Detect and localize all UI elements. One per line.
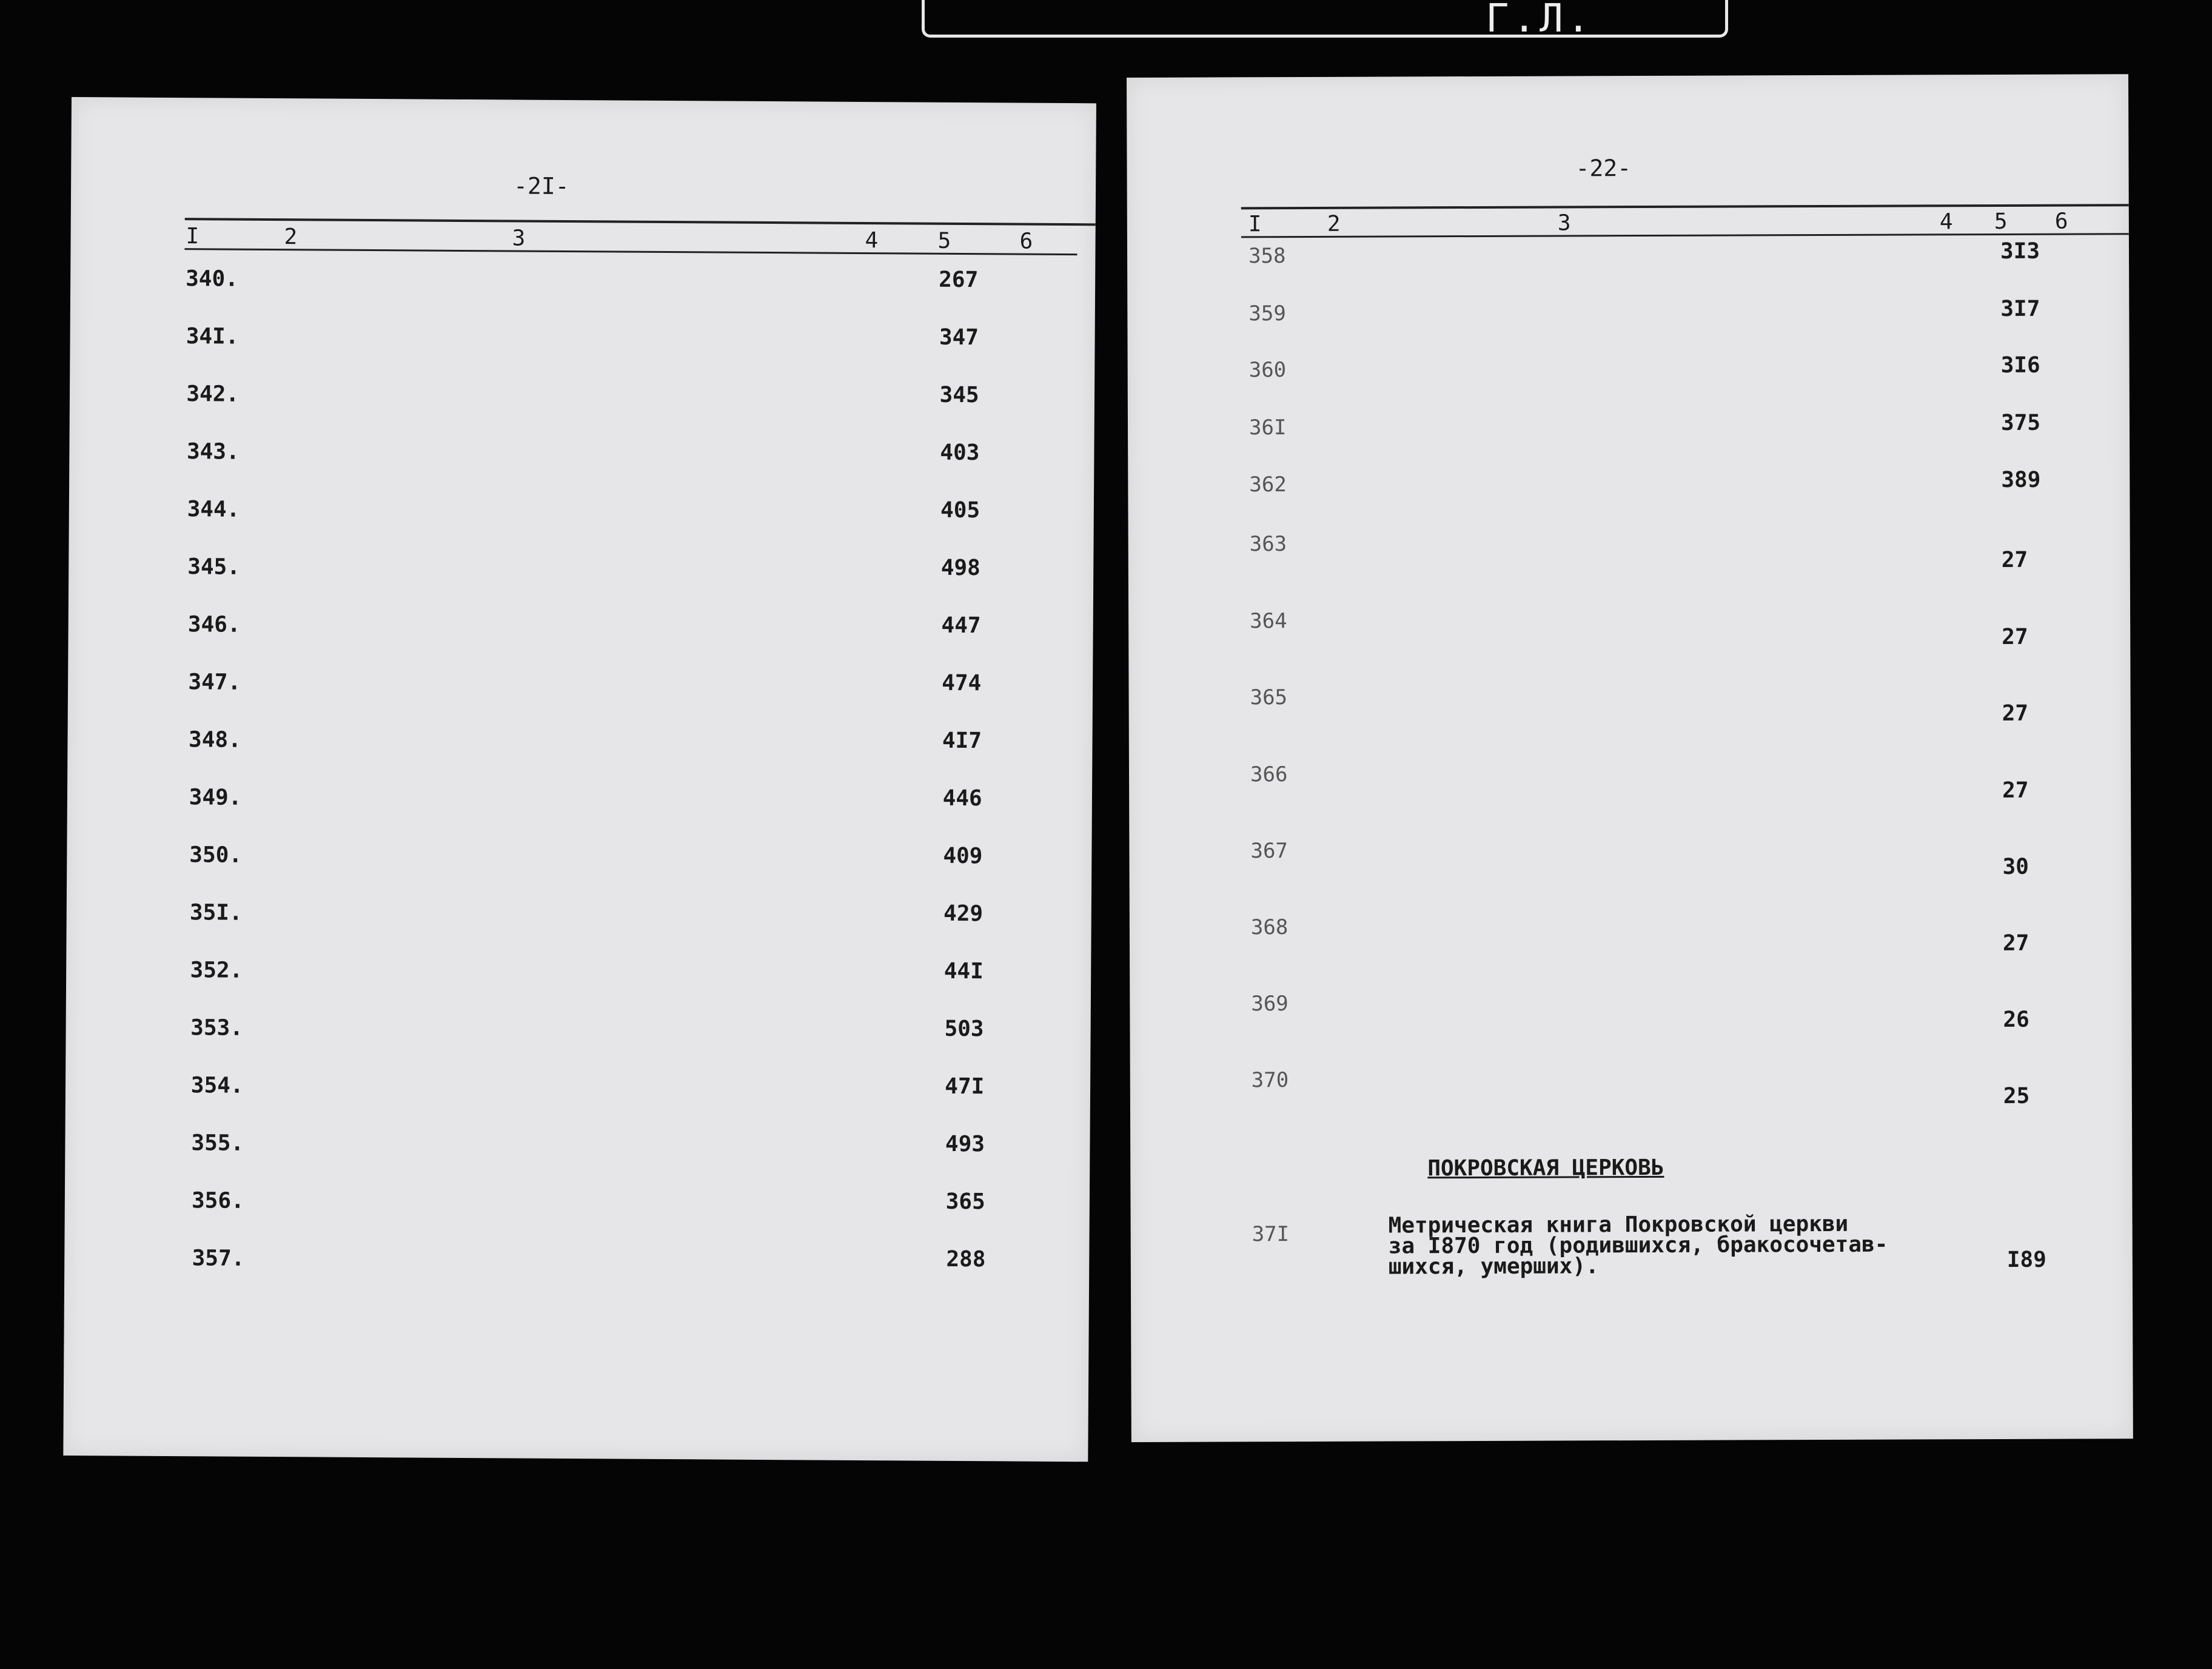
list-item — [1128, 352, 2130, 395]
list-item — [70, 323, 1094, 366]
entry-number: 347. — [188, 670, 241, 695]
header-rule-top — [1241, 204, 2129, 209]
column-number: 3 — [512, 226, 526, 251]
entry-number: 350. — [189, 842, 243, 868]
entry-number: 352. — [190, 958, 243, 983]
column-number: 6 — [2054, 209, 2068, 234]
list-item — [65, 1130, 1090, 1172]
entry-number: 366 — [1250, 762, 1288, 787]
entry-value: 365 — [945, 1189, 985, 1215]
entry-number: 358 — [1248, 244, 1286, 269]
list-item — [1130, 912, 2131, 956]
entry-value: 429 — [943, 901, 984, 927]
column-number: 5 — [1994, 209, 2008, 235]
page-number: -2I- — [513, 172, 569, 200]
entry-number: 348. — [188, 727, 241, 753]
entry-value: 47I — [945, 1073, 985, 1100]
section-title: ПОКРОВСКАЯ ЦЕРКОВЬ — [1427, 1155, 1664, 1181]
entry-number: 370 — [1251, 1068, 1289, 1093]
entry-number: 355. — [191, 1130, 244, 1156]
list-item — [69, 554, 1093, 596]
list-item — [68, 611, 1093, 654]
entry-number: 360 — [1248, 358, 1287, 383]
entry-value: 267 — [939, 267, 979, 293]
entry-value: 3I7 — [2000, 296, 2040, 321]
list-item — [1128, 469, 2130, 509]
entry-value: 3I6 — [2000, 352, 2040, 378]
list-item — [1130, 989, 2131, 1032]
entry-number: 37I — [1252, 1222, 1290, 1247]
frame-mark: Г.Л. — [1486, 0, 1594, 41]
entry-number: 353. — [190, 1015, 244, 1041]
entry-value: 498 — [940, 555, 980, 581]
entry-value: 403 — [940, 440, 980, 466]
list-item — [68, 669, 1093, 711]
entry-value: 375 — [2000, 410, 2041, 435]
entry-number: 365 — [1250, 685, 1288, 710]
right-page — [1127, 74, 2133, 1442]
entry-value: 25 — [2003, 1083, 2030, 1109]
entry-value: 503 — [944, 1016, 984, 1042]
list-item — [67, 784, 1092, 827]
entry-value: 446 — [942, 785, 982, 811]
entry-value: 27 — [2002, 624, 2028, 650]
entry-value: 347 — [939, 324, 979, 351]
entry-number: 363 — [1249, 532, 1287, 557]
left-page — [63, 97, 1096, 1462]
list-item — [1128, 529, 2130, 573]
entry-number: 356. — [191, 1188, 244, 1214]
list-item — [64, 1245, 1089, 1288]
column-number: 2 — [1327, 211, 1341, 237]
list-item — [1127, 298, 2129, 338]
column-number: I — [186, 224, 199, 249]
entry-value: 345 — [939, 382, 979, 408]
list-item — [1128, 606, 2130, 650]
entry-number: 357. — [192, 1246, 245, 1271]
list-item — [69, 496, 1094, 539]
header-rule-top — [185, 218, 1096, 226]
entry-number: 346. — [187, 612, 241, 637]
list-item — [66, 957, 1091, 999]
entry-value: 474 — [942, 670, 982, 696]
list-item — [1129, 836, 2131, 879]
entry-number: 342. — [186, 381, 240, 407]
entry-number: 364 — [1250, 609, 1287, 634]
entry-value: 30 — [2002, 854, 2029, 879]
list-item — [65, 1072, 1090, 1115]
list-item — [67, 727, 1092, 769]
entry-number: 367 — [1250, 839, 1288, 864]
list-item — [1127, 238, 2129, 281]
column-number: 2 — [284, 224, 298, 250]
entry-number: 369 — [1251, 992, 1289, 1016]
entry-number: 343. — [186, 439, 240, 465]
page-number: -22- — [1575, 155, 1632, 182]
entry-value: 3I3 — [2000, 238, 2040, 264]
entry-value: 447 — [941, 613, 981, 639]
entry-value: I89 — [2006, 1247, 2046, 1272]
column-number: 3 — [1557, 210, 1571, 236]
list-item — [69, 438, 1094, 481]
entry-value: 27 — [2001, 547, 2028, 573]
entry-value: 389 — [2001, 467, 2041, 492]
entry-number: 368 — [1250, 915, 1289, 940]
entry-value: 26 — [2003, 1007, 2029, 1032]
column-number: 5 — [937, 228, 951, 254]
list-item — [67, 842, 1091, 884]
list-item — [1130, 1065, 2132, 1109]
column-number: 6 — [1019, 229, 1033, 254]
entry-number: 345. — [187, 554, 241, 580]
entry-value: 405 — [940, 497, 980, 523]
list-item — [1129, 759, 2131, 803]
entry-number: 34I. — [186, 324, 239, 349]
entry-value: 493 — [945, 1131, 985, 1157]
list-item — [1129, 682, 2131, 726]
entry-value: 27 — [2002, 777, 2029, 803]
entry-value: 288 — [946, 1246, 986, 1272]
entry-number: 362 — [1249, 472, 1287, 497]
entry-value: 27 — [2002, 700, 2029, 726]
list-item — [1128, 412, 2130, 452]
entry-description: Метрическая книга Покровской церкви за I870 год (родившихся, бракосочетав- шихся, умерших). — [1388, 1211, 1888, 1280]
entry-number: 35I. — [189, 900, 243, 925]
entry-number: 344. — [187, 497, 240, 522]
entry-value: 44I — [943, 958, 984, 984]
entry-value: 409 — [943, 843, 983, 869]
entry-number: 349. — [189, 785, 242, 810]
column-number: 4 — [1939, 209, 1953, 235]
entry-number: 340. — [186, 266, 238, 292]
entry-value: 4I7 — [942, 728, 982, 754]
list-item — [1131, 1211, 2133, 1280]
column-number: I — [1248, 212, 1262, 237]
entry-value: 27 — [2002, 930, 2029, 956]
column-number: 4 — [865, 227, 879, 254]
list-item — [65, 1187, 1090, 1230]
list-item — [65, 1015, 1090, 1057]
film-frame-border — [922, 0, 1728, 38]
list-item — [70, 266, 1095, 308]
list-item — [67, 899, 1091, 942]
list-item — [70, 381, 1094, 423]
entry-number: 359 — [1248, 301, 1286, 326]
entry-number: 36I — [1248, 415, 1287, 440]
entry-number: 354. — [190, 1073, 244, 1098]
